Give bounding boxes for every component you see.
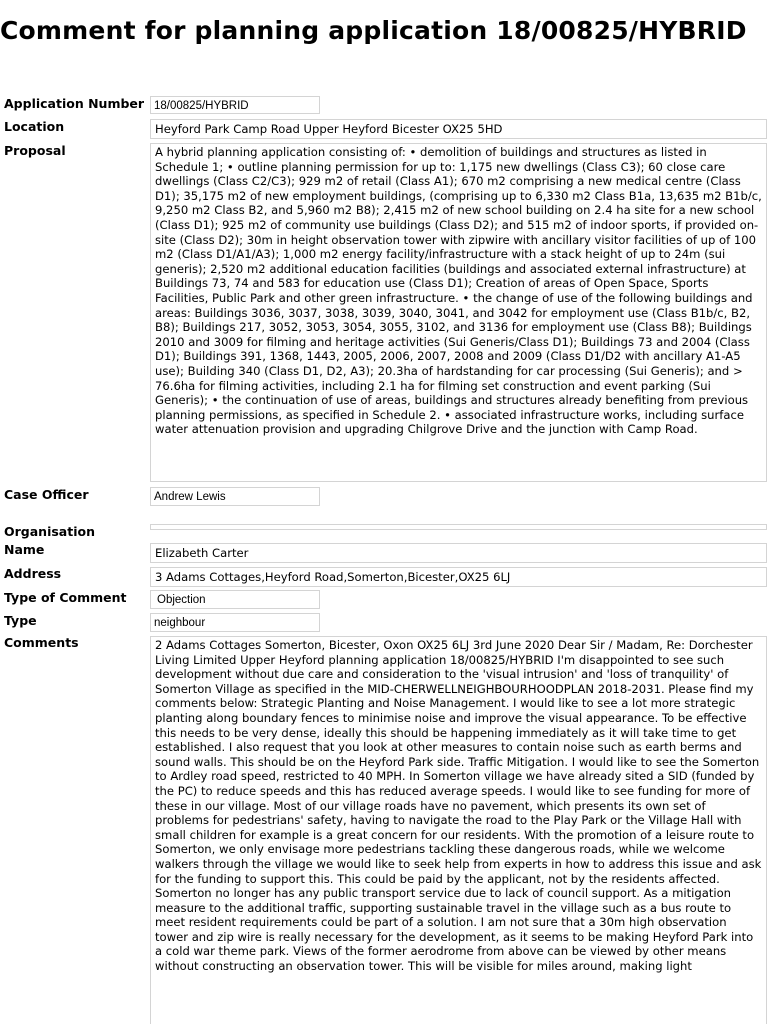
location-field: Heyford Park Camp Road Upper Heyford Bicester OX25 5HD bbox=[150, 119, 767, 139]
address-label: Address bbox=[4, 566, 62, 581]
case-officer-label: Case Officer bbox=[4, 487, 89, 502]
case-officer-field: Andrew Lewis bbox=[150, 487, 320, 506]
application-number-label: Application Number bbox=[4, 96, 145, 111]
name-field: Elizabeth Carter bbox=[150, 543, 767, 563]
type-field: neighbour bbox=[150, 613, 320, 632]
proposal-label: Proposal bbox=[4, 143, 66, 158]
type-label: Type bbox=[4, 613, 37, 628]
organisation-field bbox=[150, 524, 767, 530]
location-label: Location bbox=[4, 119, 65, 134]
address-field: 3 Adams Cottages,Heyford Road,Somerton,Bicester,OX25 6LJ bbox=[150, 567, 767, 587]
application-number-field: 18/00825/HYBRID bbox=[150, 96, 320, 114]
name-label: Name bbox=[4, 542, 45, 557]
type-of-comment-label: Type of Comment bbox=[4, 590, 127, 605]
comments-label: Comments bbox=[4, 635, 79, 650]
type-of-comment-field: Objection bbox=[150, 590, 320, 609]
comments-field: 2 Adams Cottages Somerton, Bicester, Oxon OX25 6LJ 3rd June 2020 Dear Sir / Madam, Re: Dorchester Living Limited Upper Heyford planning application 18/00825/HYBRID I'm disappointed to see such development without due care and consideration to the 'visual intrusion' and 'loss of tranquility' of Somerton Village as specified in the MID-CHERWELLNEIGHBOURHOODPLAN 2018-2031. Please find my comments below: Strategic Planting and Noise Management. I would like to see a lot more strategic planting along boundary fences to minimise noise and improve the visual appearance. To be effective this needs to be very dense, ideally this should be happening immediately as it will take time to get established. I also request that you look at other measures to contain noise such as earth berms and sound walls. This should be on the Heyford Park side. Traffic Mitigation. I would like to see the Somerton to Ardley road speed, restricted to 40 MPH. In Somerton village we have already sited a SID (funded by the PC) to reduce speeds and this has reduced average speeds. I would like to see funding for more of these in our village. Most of our village roads have no pavement, which presents its own set of problems for pedestrians' safety, having to navigate the road to the Play Park or the Village Hall with small children for example is a great concern for our residents. With the promotion of a leisure route to Somerton, we only envisage more pedestrians tackling these dangerous roads, while we welcome walkers through the village we would like to seek help from experts in how to address this issue and ask for the funding to support this. This could be paid by the applicant, not by the residents affected. Somerton no longer has any public transport service due to lack of council support. As a mitigation measure to the additional traffic, supporting sustainable travel in the village such as a bus route to meet resident requirements could be part of a solution. I am not sure that a 30m high observation tower and zip wire is really necessary for the development, as it seems to be making Heyford Park into a cold war theme park. Views of the former aerodrome from above can be viewed by other means without constructing an observation tower. This will be visible for miles around, making light bbox=[150, 636, 767, 1024]
proposal-field: A hybrid planning application consisting of: • demolition of buildings and structures as listed in Schedule 1; • outline planning permission for up to: 1,175 new dwellings (Class C3); 60 close care dwellings (Class C2/C3); 929 m2 of retail (Class A1); 670 m2 comprising a new medical centre (Class D1); 35,175 m2 of new employment buildings, (comprising up to 6,330 m2 Class B1a, 13,635 m2 B1b/c, 9,250 m2 Class B2, and 5,960 m2 B8); 2,415 m2 of new school building on 2.4 ha site for a new school (Class D1); 925 m2 of community use buildings (Class D2); and 515 m2 of indoor sports, if provided on-site (Class D2); 30m in height observation tower with zipwire with ancillary visitor facilities of up of 100 m2 (Class D1/A1/A3); 1,000 m2 energy facility/infrastructure with a stack height of up to 24m (sui generis); 2,520 m2 additional education facilities (buildings and associated external infrastructure) at Buildings 73, 74 and 583 for education use (Class D1); Creation of areas of Open Space, Sports Facilities, Public Park and other green infrastructure. • the change of use of the following buildings and areas: Buildings 3036, 3037, 3038, 3039, 3040, 3041, and 3042 for employment use (Class B1b/c, B2, B8); Buildings 217, 3052, 3053, 3054, 3055, 3102, and 3136 for employment use (Class B8); Buildings 2010 and 3009 for filming and heritage activities (Sui Generis/Class D1); Buildings 73 and 2004 (Class D1); Buildings 391, 1368, 1443, 2005, 2006, 2007, 2008 and 2009 (Class D1/D2 with ancillary A1-A5 use); Building 340 (Class D1, D2, A3); 20.3ha of hardstanding for car processing (Sui Generis); and > 76.6ha for filming activities, including 2.1 ha for filming set construction and event parking (Sui Generis); • the continuation of use of areas, buildings and structures already benefiting from previous planning permissions, as specified in Schedule 2. • associated infrastructure works, including surface water attenuation provision and upgrading Chilgrove Drive and the junction with Camp Road. bbox=[150, 143, 767, 482]
page-title: Comment for planning application 18/00825/HYBRID bbox=[0, 16, 747, 45]
organisation-label: Organisation bbox=[4, 524, 95, 539]
